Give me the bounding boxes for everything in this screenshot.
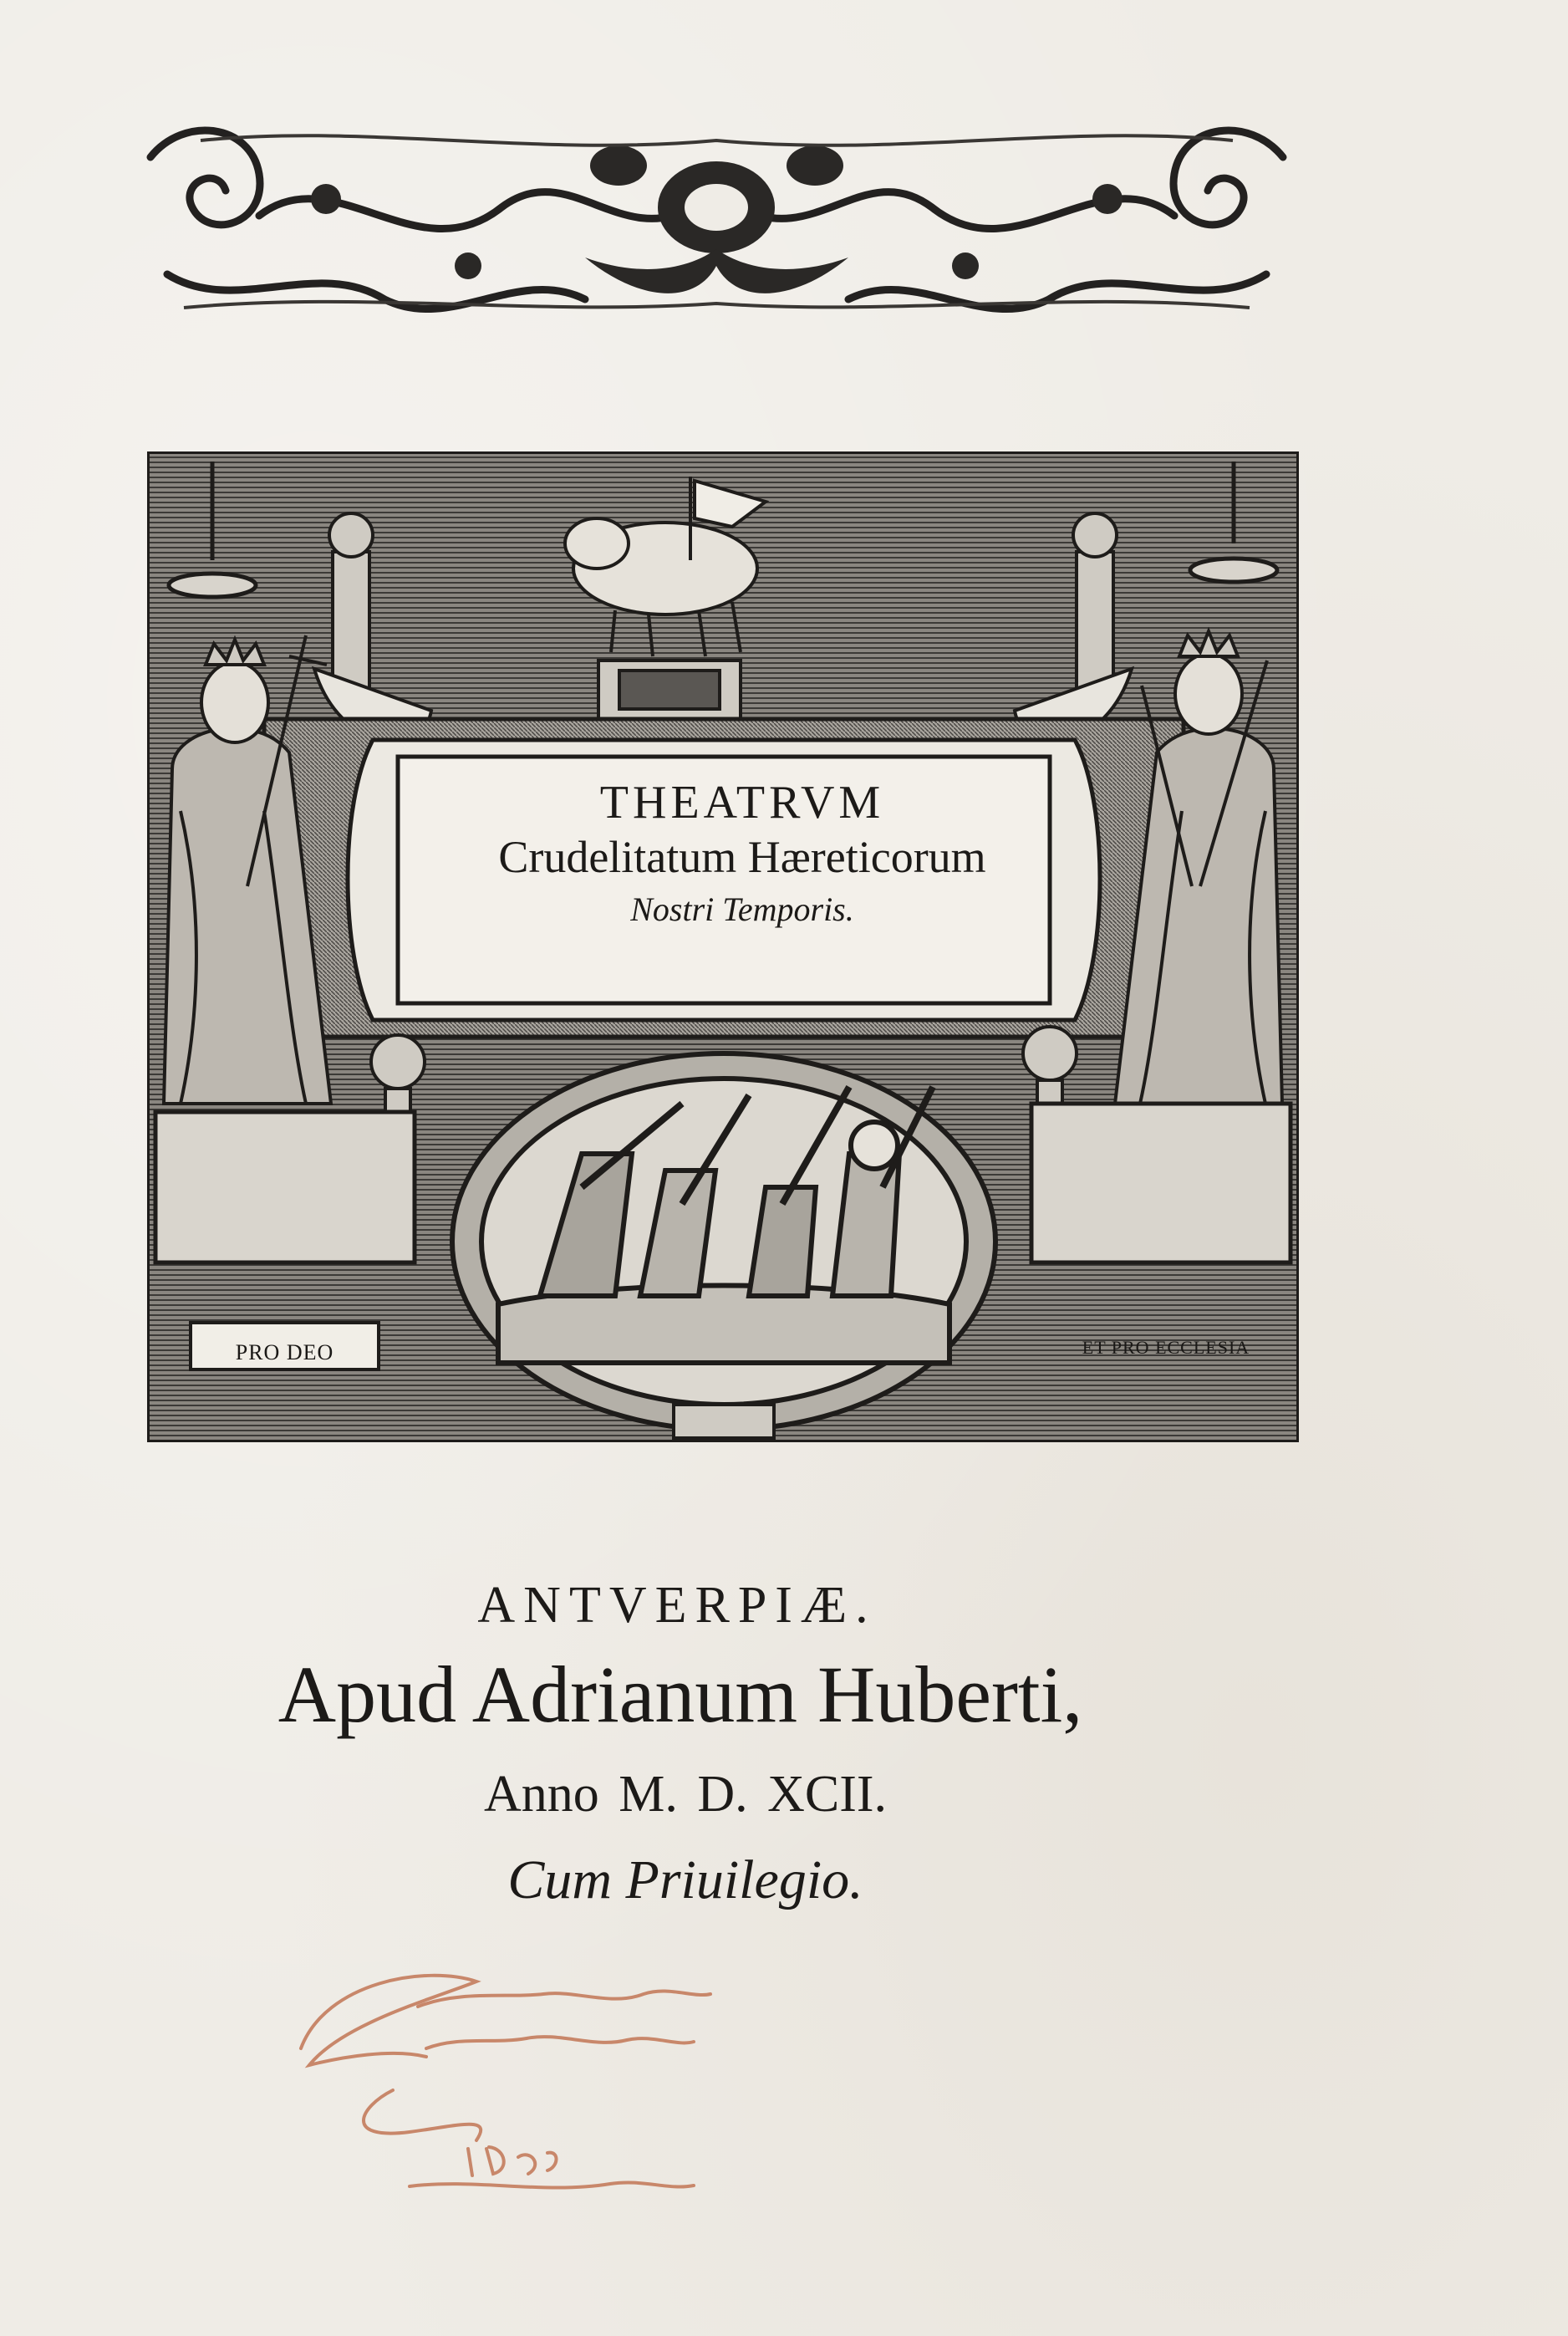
title-line-3: Nostri Temporis. xyxy=(630,890,854,928)
imprint-year: Anno M. D. XCII. xyxy=(483,1766,888,1823)
title-line-2: Crudelitatum Hæreticorum xyxy=(498,832,986,882)
engraved-title xyxy=(391,744,1093,987)
title-line-1: THEATRVM xyxy=(599,777,885,829)
manuscript-ownership-inscription xyxy=(293,1948,761,2224)
ornamental-headpiece xyxy=(117,107,1316,326)
plaque-pro-ecclesia: ET PRO ECCLESIA xyxy=(1082,1337,1250,1358)
plaque-pro-deo: PRO DEO xyxy=(235,1340,334,1364)
imprint-block xyxy=(167,1572,1287,1918)
imprint-privilege: Cum Priuilegio. xyxy=(507,1849,863,1910)
imprint-printer: Apud Adrianum Huberti, xyxy=(277,1650,1083,1739)
imprint-city: ANTVERPIÆ. xyxy=(477,1577,877,1634)
